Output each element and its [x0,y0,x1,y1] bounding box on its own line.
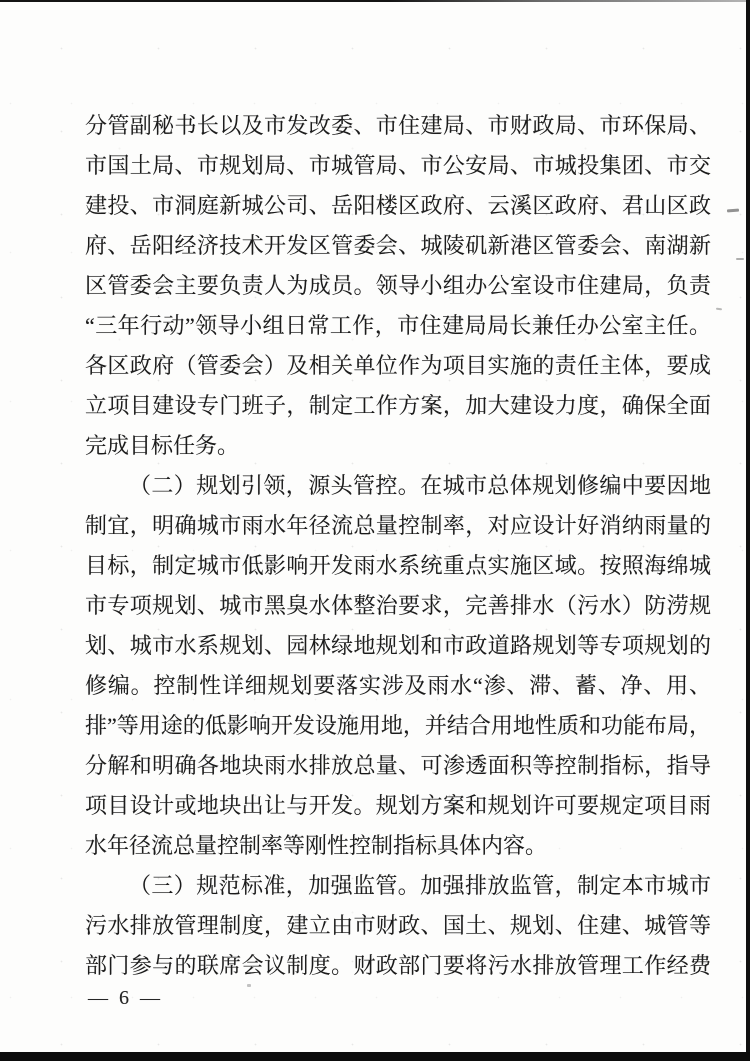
text-line: 目标，制定城市低影响开发雨水系统重点实施区域。按照海绵城 [85,553,711,578]
text-line: 排”等用途的低影响开发设施用地，并结合用地性质和功能布局， [85,713,711,738]
page-number: — 6 — [88,987,163,1009]
text-line: 区管委会主要负责人为成员。领导小组办公室设市住建局，负责 [85,273,711,298]
text-line: 完成目标任务。 [85,433,240,458]
scan-artifact [736,258,744,260]
text-line-paragraph-start: （二）规划引领，源头管控。在城市总体规划修编中要因地 [129,473,711,498]
scan-edge-bottom [0,1052,750,1061]
text-line: 项目设计或地块出让与开发。规划方案和规划许可要规定项目雨 [85,793,711,818]
document-body-text [85,106,711,986]
text-line: 府、岳阳经济技术开发区管委会、城陵矶新港区管委会、南湖新 [85,233,711,258]
text-line: 市国土局、市规划局、市城管局、市公安局、市城投集团、市交 [85,153,711,178]
text-line: 分管副秘书长以及市发改委、市住建局、市财政局、市环保局、 [85,113,711,138]
text-line: 划、城市水系规划、园林绿地规划和市政道路规划等专项规划的 [85,633,711,658]
text-line: 市专项规划、城市黑臭水体整治要求，完善排水（污水）防涝规 [85,593,711,618]
scan-artifact [727,209,739,213]
text-line: 水年径流总量控制率等刚性控制指标具体内容。 [85,833,548,858]
text-line: 部门参与的联席会议制度。财政部门要将污水排放管理工作经费 [85,953,711,978]
scan-artifact [716,308,722,311]
scan-edge-right [746,0,750,1061]
text-line-paragraph-start: （三）规范标准，加强监管。加强排放监管，制定本市城市 [129,873,711,898]
text-line: 建投、市洞庭新城公司、岳阳楼区政府、云溪区政府、君山区政 [85,193,711,218]
text-line: 立项目建设专门班子，制定工作方案，加大建设力度，确保全面 [85,393,711,418]
text-line: 污水排放管理制度，建立由市财政、国土、规划、住建、城管等 [85,913,711,938]
text-line: 各区政府（管委会）及相关单位作为项目实施的责任主体，要成 [85,353,711,378]
text-line: 分解和明确各地块雨水排放总量、可渗透面积等控制指标，指导 [85,753,711,778]
text-line: “三年行动”领导小组日常工作，市住建局局长兼任办公室主任。 [85,313,711,338]
text-line: 制宜，明确城市雨水年径流总量控制率，对应设计好消纳雨量的 [85,513,711,538]
scan-edge-top [0,0,750,2]
text-line: 修编。控制性详细规划要落实涉及雨水“渗、滞、蓄、净、用、 [85,673,711,698]
